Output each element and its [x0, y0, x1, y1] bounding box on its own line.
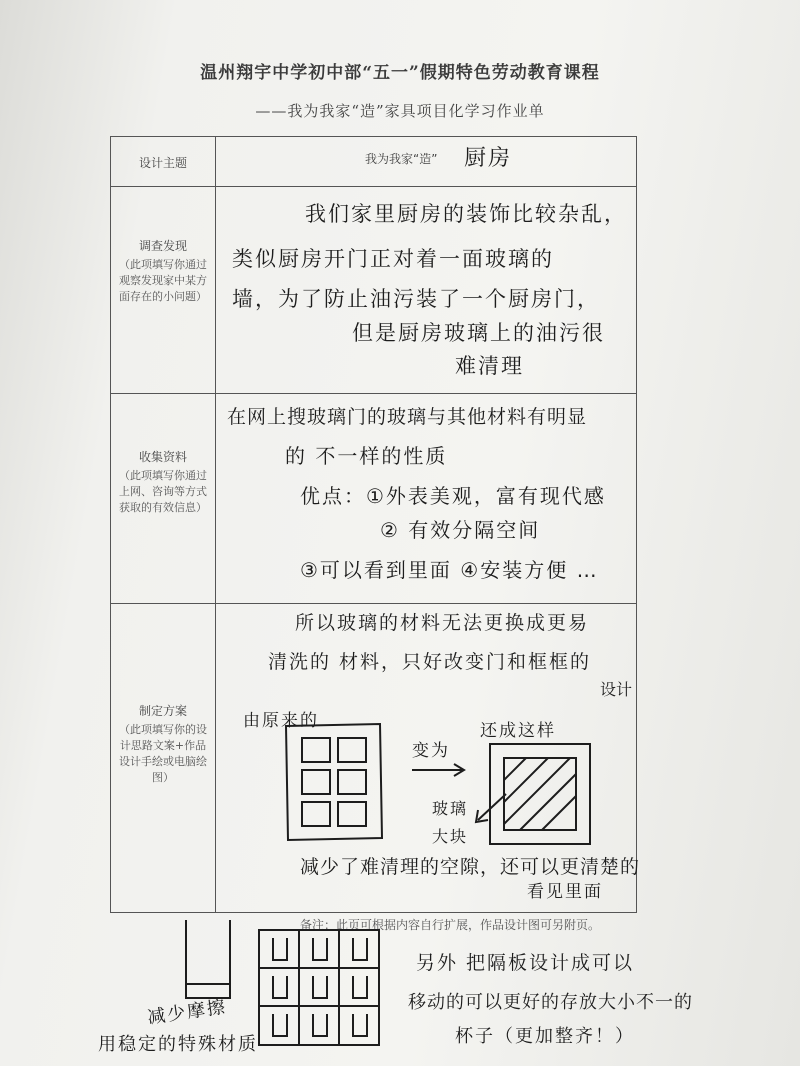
survey-line-3: 墙，为了防止油污装了一个厨房门， [232, 287, 600, 311]
extra-line-3: 杯子（更加整齐！） [455, 1026, 635, 1047]
sketch-label-big: 大块 [432, 827, 469, 846]
page-title: 温州翔宇中学初中部“五一”假期特色劳动教育课程 [200, 63, 600, 83]
sketch-label-glass: 玻璃 [432, 799, 469, 818]
table-row-divider [111, 603, 636, 604]
side-label-friction: 减少摩擦 [146, 996, 229, 1029]
sketch-label-change: 变为 [412, 741, 450, 761]
table-row-divider [111, 393, 636, 394]
plan-line-2: 清洗的 材料，只好改变门和框框的 [268, 651, 592, 673]
collect-label: 收集资料 [138, 450, 187, 464]
design-topic-label: 设计主题 [138, 156, 187, 170]
table-column-divider [215, 137, 216, 912]
collect-label-cell [111, 448, 215, 516]
design-topic-handwritten: 厨房 [464, 146, 513, 171]
survey-label: 调查发现 [138, 239, 187, 253]
plan-conclusion-1: 减少了难清理的空隙，还可以更清楚的 [300, 856, 641, 878]
survey-hint: （此项填写你通过观察发现家中某方面存在的小问题） [119, 258, 207, 303]
plan-line-1: 所以玻璃的材料无法更换成更易 [295, 612, 590, 634]
plan-label: 制定方案 [138, 704, 187, 718]
plan-conclusion-2: 看见里面 [527, 882, 603, 902]
sketch-label-original: 由原来的 [243, 711, 319, 731]
extra-line-2: 移动的可以更好的存放大小不一的 [408, 992, 693, 1013]
page-note: 备注：此页可根据内容自行扩展，作品设计图可另附页。 [300, 918, 601, 932]
change-arrow [410, 760, 470, 780]
plan-hint: （此项填写你的设计思路文案+作品设计手绘或电脑绘图） [119, 723, 207, 784]
collect-line-5: ③可以看到里面 ④安装方便 … [300, 558, 599, 582]
survey-line-4: 但是厨房玻璃上的油污很 [352, 321, 605, 345]
collect-line-2: 的 不一样的性质 [285, 444, 448, 468]
survey-line-2: 类似厨房开门正对着一面玻璃的 [232, 247, 554, 271]
collect-line-4: ② 有效分隔空间 [380, 518, 541, 542]
design-topic-prefix: 我为我家“造” [365, 152, 438, 166]
side-label-material: 用稳定的特殊材质 [98, 1034, 258, 1055]
shelf-grid-sketch [255, 926, 385, 1051]
survey-line-1: 我们家里厨房的装饰比较杂乱， [305, 202, 627, 226]
original-door-sketch [280, 720, 390, 845]
survey-line-5: 难清理 [455, 354, 524, 378]
survey-label-cell [111, 237, 215, 305]
collect-line-3: 优点：①外表美观，富有现代感 [300, 484, 606, 508]
plan-label-cell [111, 702, 215, 786]
table-row-divider [111, 186, 636, 187]
page-subtitle: ——我为我家“造”家具项目化学习作业单 [255, 102, 545, 120]
glass-pointer-arrow [470, 790, 510, 830]
sketch-label-new: 还成这样 [480, 721, 556, 741]
collect-line-1: 在网上搜玻璃门的玻璃与其他材料有明显 [227, 406, 588, 428]
plan-line-3: 设计 [600, 680, 633, 699]
collect-hint: （此项填写你通过上网、咨询等方式获取的有效信息） [119, 469, 207, 514]
extra-line-1: 另外 把隔板设计成可以 [416, 952, 635, 974]
